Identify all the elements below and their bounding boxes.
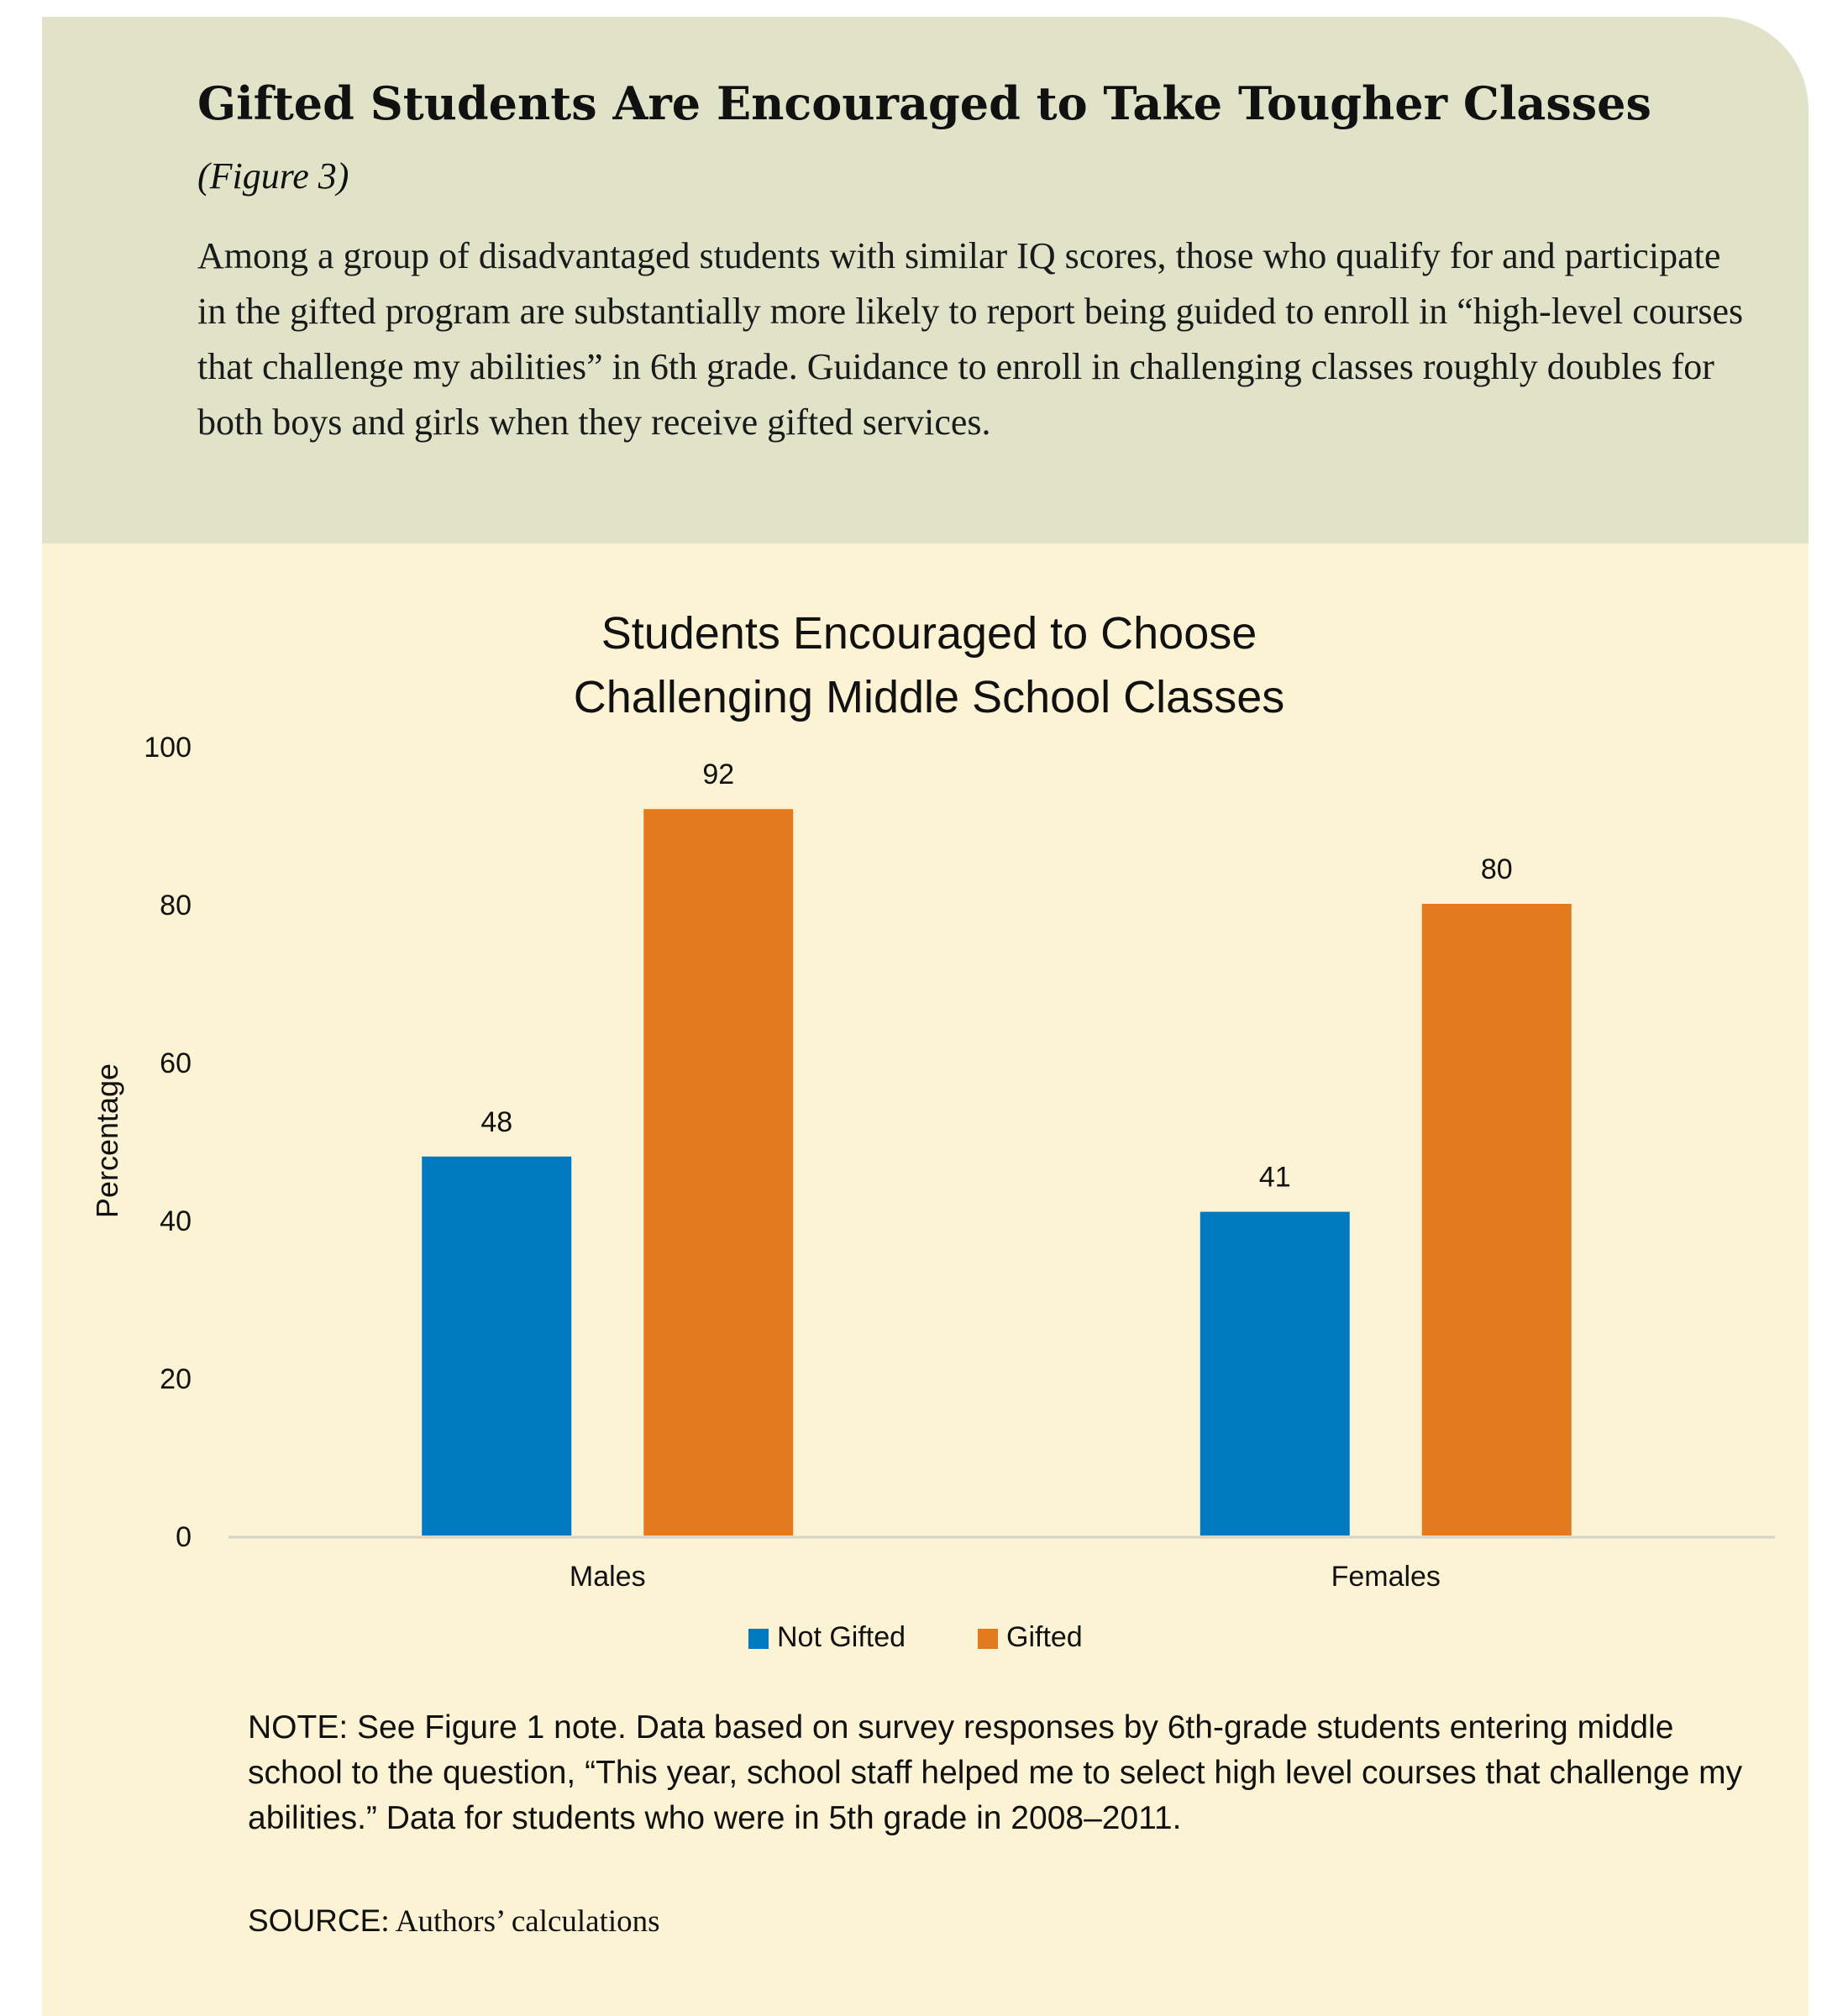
bar-gifted-males bbox=[643, 809, 793, 1536]
chart-title-line: Students Encouraged to Choose bbox=[601, 608, 1257, 659]
bar-gifted-females bbox=[1422, 904, 1572, 1536]
x-tick-label: Males bbox=[569, 1561, 646, 1593]
y-tick-label: 40 bbox=[160, 1205, 192, 1237]
x-axis-ticks bbox=[570, 1561, 1441, 1593]
bar-value-label: 48 bbox=[480, 1105, 513, 1138]
legend-label: Gifted bbox=[1006, 1621, 1083, 1653]
legend-label: Not Gifted bbox=[777, 1621, 906, 1653]
figure-intro: Among a group of disadvantaged students with similar IQ scores, those who qualify for and participate in the gifted program are substantially more likely to report being guided to enroll in “high-level courses that challenge my abilities” in 6th grade. Guidance to enroll in challenging classes roughly doubles for both boys and girls when they receive gifted services. bbox=[197, 235, 1744, 443]
source-label: SOURCE bbox=[248, 1903, 381, 1938]
figure-reference: (Figure 3) bbox=[197, 155, 349, 197]
chart-title-line: Challenging Middle School Classes bbox=[573, 672, 1285, 722]
legend-swatch-not-gifted bbox=[748, 1629, 769, 1649]
legend-swatch-gifted bbox=[978, 1629, 998, 1649]
y-tick-label: 20 bbox=[160, 1363, 192, 1395]
chart-title bbox=[574, 608, 1284, 722]
bar-not-gifted-males bbox=[422, 1157, 571, 1536]
bar-value-label: 80 bbox=[1480, 853, 1513, 885]
bar-not-gifted-females bbox=[1200, 1212, 1350, 1536]
y-axis-label: Percentage bbox=[90, 1063, 124, 1219]
bars bbox=[422, 809, 1572, 1536]
bar-value-label: 41 bbox=[1258, 1161, 1291, 1194]
y-tick-label: 60 bbox=[160, 1047, 192, 1079]
y-tick-label: 100 bbox=[144, 732, 192, 764]
bar-value-labels bbox=[480, 759, 1512, 1193]
y-tick-label: 0 bbox=[176, 1521, 192, 1553]
figure-card bbox=[42, 17, 1809, 2016]
legend bbox=[748, 1621, 1083, 1653]
figure-source bbox=[248, 1903, 1760, 1940]
bar-value-label: 92 bbox=[702, 759, 735, 791]
figure-title-text: Gifted Students Are Encouraged to Take Tougher Classes bbox=[197, 76, 1651, 130]
y-axis-ticks bbox=[144, 732, 192, 1553]
source-text: : Authors’ calculations bbox=[381, 1904, 660, 1939]
x-tick-label: Females bbox=[1331, 1561, 1441, 1593]
y-tick-label: 80 bbox=[160, 890, 192, 921]
figure-note: NOTE: See Figure 1 note. Data based on survey responses by 6th-grade students entering middle school to the question, “This year, school staff helped me to select high level courses that challenge my abilities.” Data for students who were in 5th grade in 2008–2011. bbox=[248, 1709, 1743, 1836]
